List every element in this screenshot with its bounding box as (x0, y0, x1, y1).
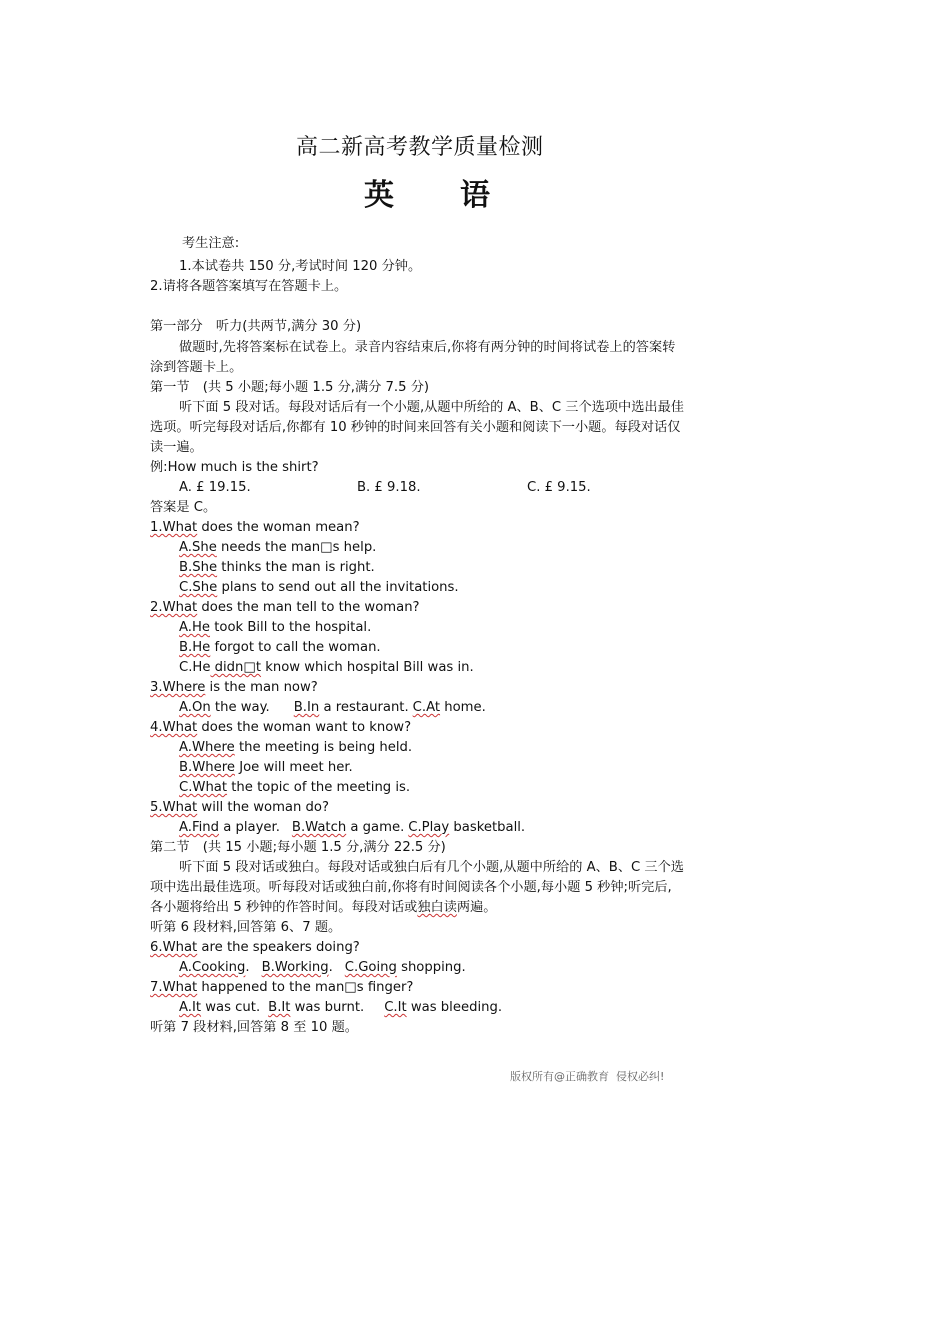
example-option-a: A. £ 19.15. (179, 480, 251, 495)
option-text: shopping. (396, 960, 466, 975)
section2-heading: 第二节 (共 15 小题;每小题 1.5 分,满分 22.5 分) (150, 840, 446, 855)
option-text: plans to send out all the invitations. (217, 580, 459, 595)
question-5-number: 5.What (150, 800, 198, 815)
option-label: B.In (293, 700, 320, 715)
option-label: A.She (179, 540, 217, 555)
question-1-text: does the woman mean? (197, 520, 360, 535)
material-7-note: 听第 7 段材料,回答第 8 至 10 题。 (150, 1020, 358, 1035)
option-text: was bleeding. (406, 1000, 503, 1015)
option-text: home. (440, 700, 486, 715)
instruction-text: 两遍。 (456, 900, 497, 915)
part1-instruction-line2: 涂到答题卡上。 (150, 360, 243, 375)
exam-title: 高二新高考教学质量检测 (296, 135, 544, 160)
part1-heading: 第一部分 听力(共两节,满分 30 分) (150, 319, 362, 334)
question-3 (150, 680, 318, 696)
example-question: 例:How much is the shirt? (150, 460, 319, 475)
material-6-note: 听第 6 段材料,回答第 6、7 题。 (150, 920, 342, 935)
option-label: B.He (179, 640, 211, 655)
option-text: a restaurant. (319, 700, 409, 715)
option-text: the topic of the meeting is. (227, 780, 411, 795)
option-label: A.Where (179, 740, 235, 755)
option-text: was cut. (201, 1000, 261, 1015)
example-answer: 答案是 C。 (150, 500, 217, 515)
option-text: basketball. (449, 820, 526, 835)
option-text-word: didn□t (210, 660, 262, 675)
question-4 (150, 720, 411, 736)
instruction-text-flagged: 独白读 (417, 900, 457, 915)
question-2-option-c (179, 660, 474, 676)
option-label: A.He (179, 620, 211, 635)
instruction-text: 各小题将给出 5 秒钟的作答时间。每段对话或 (150, 900, 418, 915)
option-label: A.Cooking (179, 960, 246, 975)
option-label: C.What (179, 780, 228, 795)
option-label: A.On (179, 700, 211, 715)
option-text: a player. (219, 820, 280, 835)
question-1-number: 1.What (150, 520, 198, 535)
option-text: a game. (346, 820, 405, 835)
section1-instruction-line3: 读一遍。 (150, 440, 203, 455)
question-2 (150, 600, 420, 616)
question-3-options (179, 700, 486, 716)
option-text: the way. (210, 700, 270, 715)
part1-instruction-line1: 做题时,先将答案标在试卷上。录音内容结束后,你将有两分钟的时间将试卷上的答案转 (179, 340, 676, 355)
section1-heading: 第一节 (共 5 小题;每小题 1.5 分,满分 7.5 分) (150, 380, 430, 395)
option-label: C.At (412, 700, 441, 715)
question-1 (150, 520, 360, 536)
option-text: thinks the man is right. (217, 560, 375, 575)
question-5 (150, 800, 329, 816)
option-label: B.Working (261, 960, 329, 975)
option-label: B.It (268, 1000, 291, 1015)
question-6-text: are the speakers doing? (197, 940, 360, 955)
option-text: . (328, 960, 333, 975)
example-option-b: B. £ 9.18. (357, 480, 421, 495)
question-2-text: does the man tell to the woman? (197, 600, 420, 615)
option-label: C.Going (344, 960, 397, 975)
question-6-number: 6.What (150, 940, 198, 955)
question-4-option-b (179, 760, 353, 776)
question-4-option-c (179, 780, 410, 796)
option-text: needs the man□s help. (216, 540, 377, 555)
option-label: A.Find (179, 820, 219, 835)
notice-item-1: 1.本试卷共 150 分,考试时间 120 分钟。 (179, 259, 422, 274)
question-4-option-a (179, 740, 412, 756)
question-2-number: 2.What (150, 600, 198, 615)
option-text: took Bill to the hospital. (210, 620, 372, 635)
question-2-option-b (179, 640, 381, 656)
question-1-option-a (179, 540, 376, 556)
option-label: B.Where (179, 760, 235, 775)
section2-instruction-line3 (150, 900, 496, 916)
section1-instruction-line2: 选项。听完每段对话后,你都有 10 秒钟的时间来回答有关小题和阅读下一小题。每段对话仅 (150, 420, 681, 435)
question-4-number: 4.What (150, 720, 198, 735)
question-5-text: will the woman do? (197, 800, 329, 815)
example-option-c: C. £ 9.15. (527, 480, 591, 495)
question-7-options (179, 1000, 502, 1016)
question-6-options (179, 960, 466, 976)
section2-instruction-line1: 听下面 5 段对话或独白。每段对话或独白后有几个小题,从题中所给的 A、B、C 三个选 (179, 860, 684, 875)
notice-item-2: 2.请将各题答案填写在答题卡上。 (150, 279, 348, 294)
option-label: B.She (179, 560, 218, 575)
option-text: Joe will meet her. (235, 760, 353, 775)
option-text: know which hospital Bill was in. (261, 660, 474, 675)
subject-char-1: 英 (364, 178, 394, 213)
notice-heading: 考生注意: (182, 236, 240, 251)
option-label: A.It (179, 1000, 202, 1015)
option-label: C.She (179, 580, 218, 595)
question-7-text: happened to the man□s finger? (197, 980, 414, 995)
option-label: B.Watch (291, 820, 347, 835)
question-1-option-c (179, 580, 459, 596)
option-text: was burnt. (290, 1000, 365, 1015)
option-label: C.It (384, 1000, 407, 1015)
question-5-options (179, 820, 525, 836)
question-3-number: 3.Where (150, 680, 206, 695)
copyright-footer: 版权所有@正确教育 侵权必纠! (510, 1070, 665, 1083)
option-text: the meeting is being held. (234, 740, 413, 755)
option-text: . (245, 960, 250, 975)
question-7-number: 7.What (150, 980, 198, 995)
question-6 (150, 940, 360, 956)
option-text: forgot to call the woman. (210, 640, 381, 655)
section1-instruction-line1: 听下面 5 段对话。每段对话后有一个小题,从题中所给的 A、B、C 三个选项中选出最佳 (179, 400, 684, 415)
question-2-option-a (179, 620, 371, 636)
question-3-text: is the man now? (205, 680, 318, 695)
question-4-text: does the woman want to know? (197, 720, 412, 735)
section2-instruction-line2: 项中选出最佳选项。听每段对话或独白前,你将有时间阅读各个小题,每小题 5 秒钟;听完后, (150, 880, 672, 895)
question-7 (150, 980, 413, 996)
option-label: C.He (179, 660, 211, 675)
option-label: C.Play (408, 820, 450, 835)
question-1-option-b (179, 560, 375, 576)
subject-char-2: 语 (460, 178, 490, 213)
